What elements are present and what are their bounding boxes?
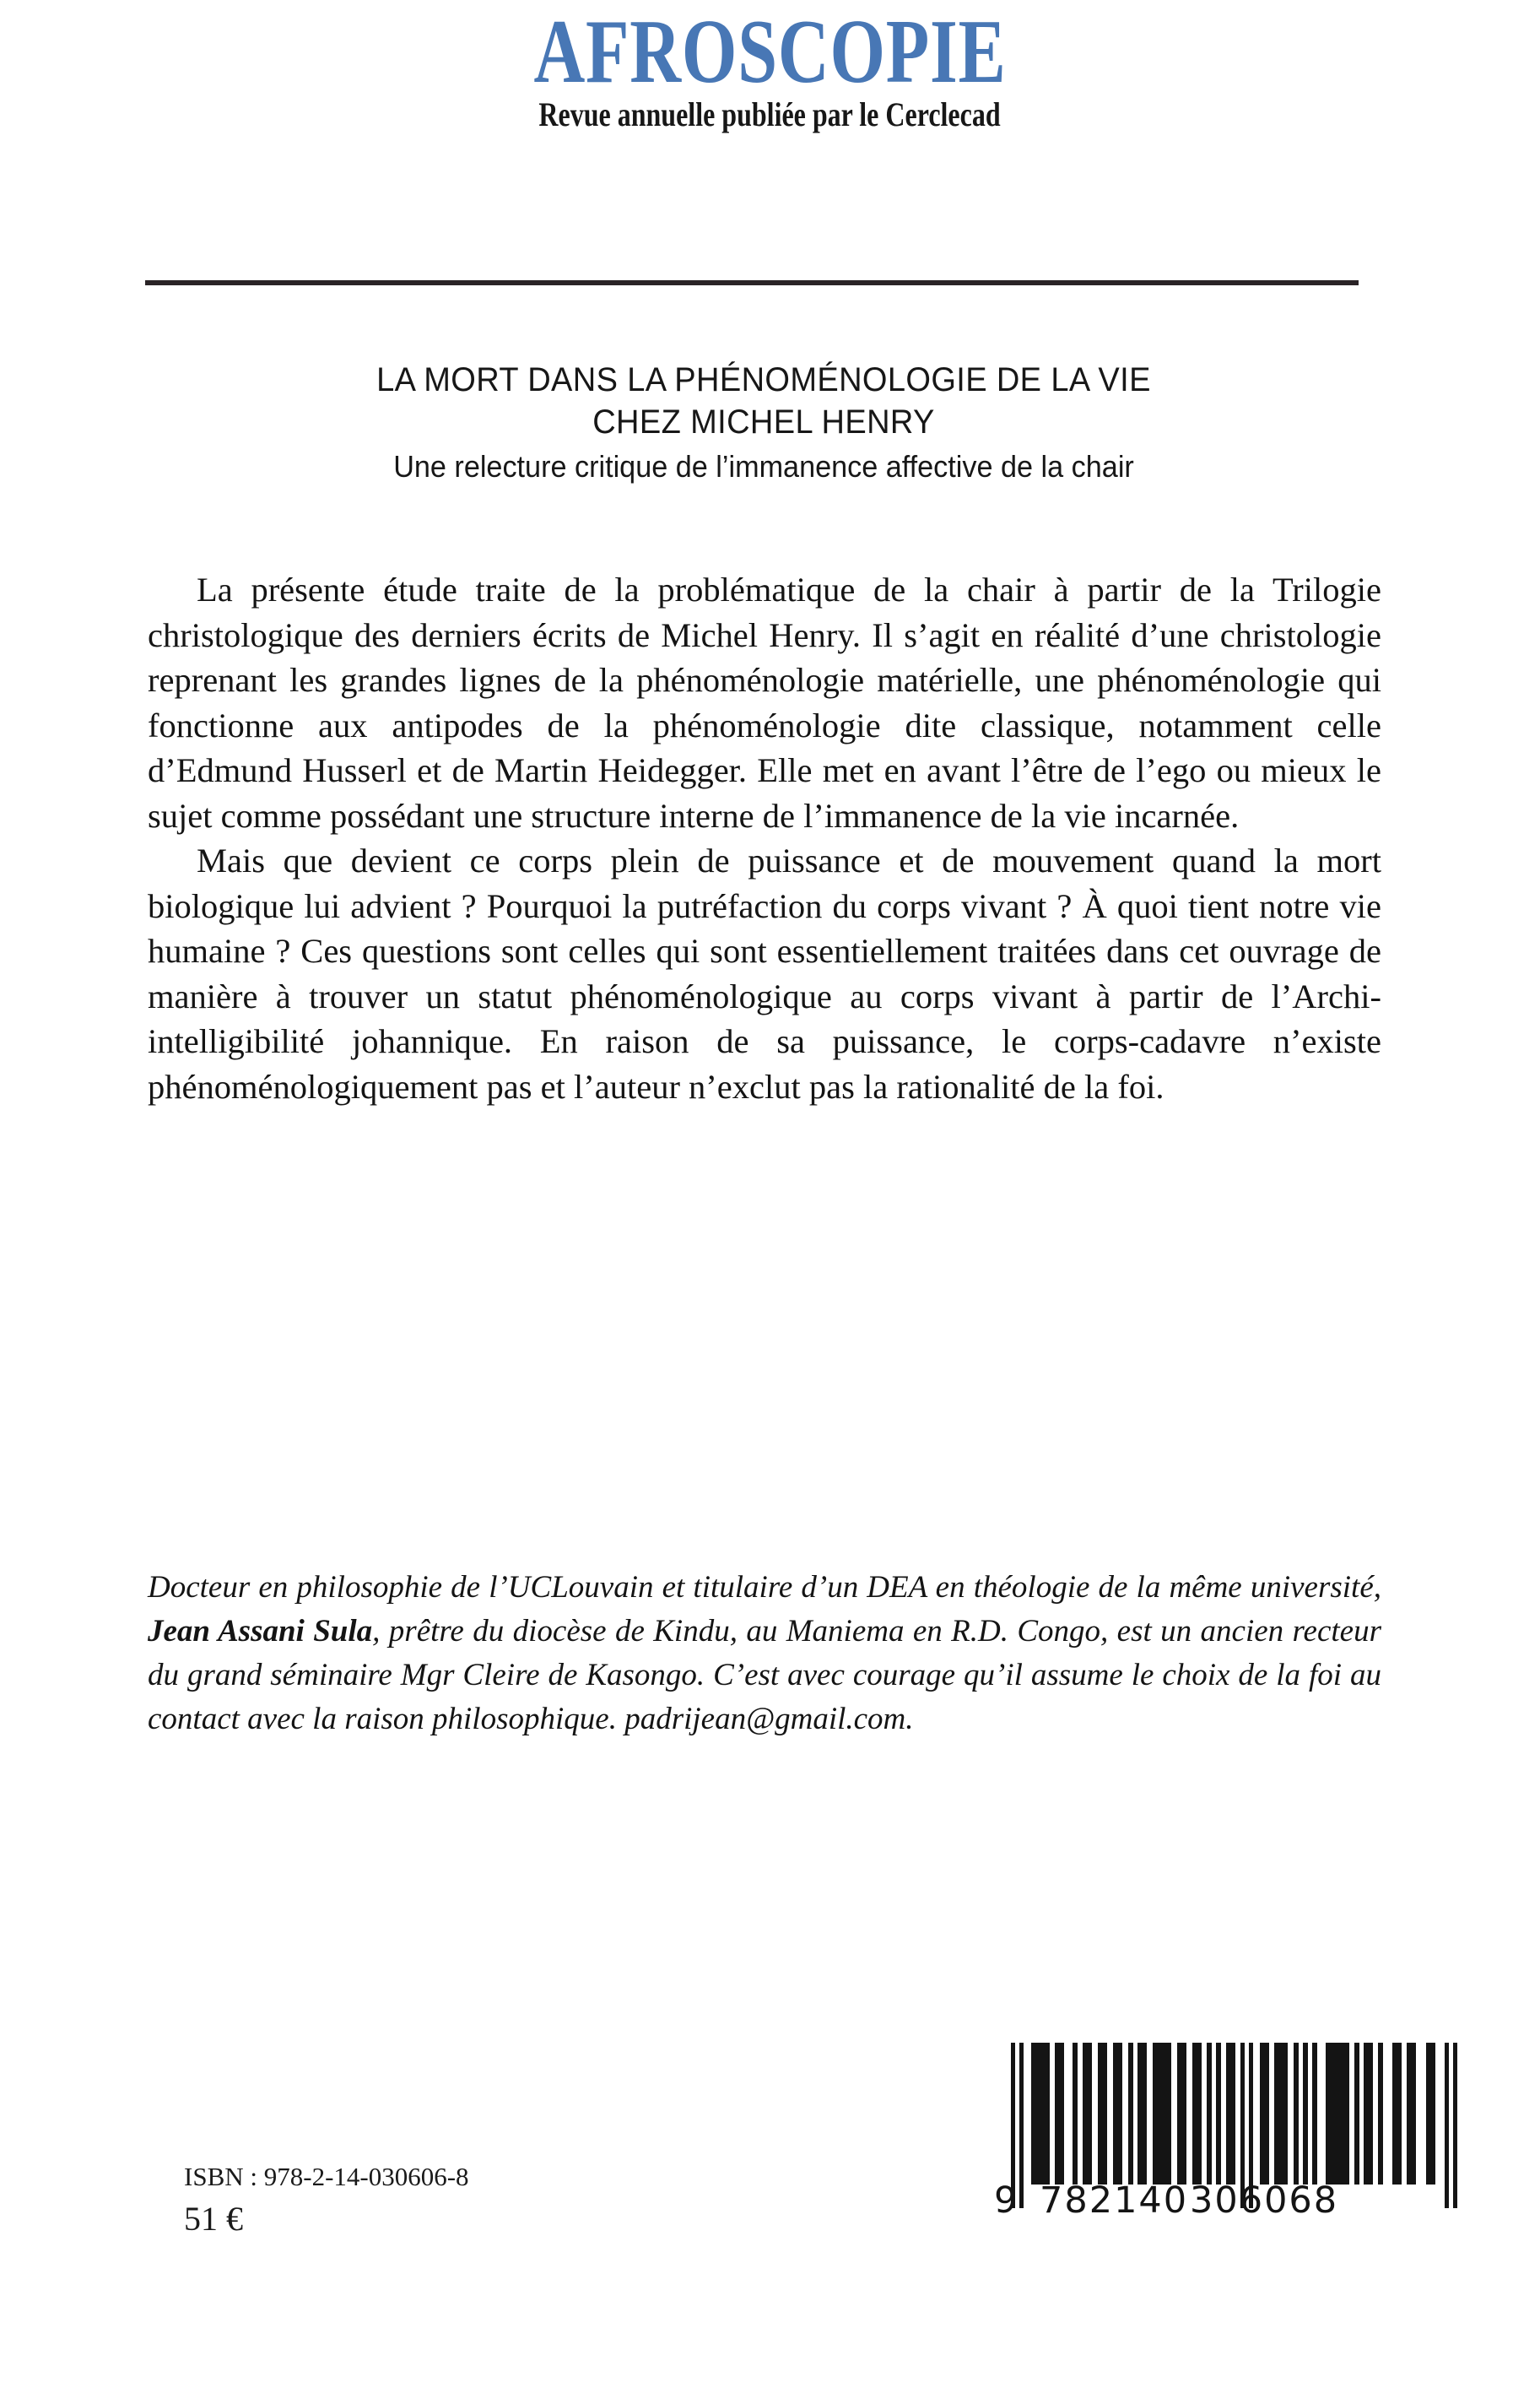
blurb-text (148, 567, 1381, 1109)
book-subtitle: Une relecture critique de l’immanence affective de la chair (393, 449, 1134, 484)
barcode-bar (1192, 2043, 1202, 2185)
barcode-bar (1113, 2043, 1122, 2185)
barcode-digit-group-left: 9 (994, 2179, 1019, 2222)
barcode-bar (1364, 2043, 1373, 2185)
bio-text-before-name: Docteur en philosophie de l’UCLouvain et titulaire d’un DEA en théologie de la même université, (148, 1570, 1381, 1605)
barcode-bar (1294, 2043, 1299, 2185)
barcode-bar (1226, 2043, 1235, 2185)
ean13-barcode (992, 2043, 1347, 2254)
barcode-bar (1260, 2043, 1269, 2185)
book-title-block (148, 359, 1380, 490)
barcode-bar (1216, 2043, 1221, 2185)
barcode-digit-group-middle: 782140 (1040, 2179, 1189, 2222)
barcode-digits (992, 2179, 1347, 2222)
barcode-bar (1128, 2043, 1133, 2185)
blurb-paragraph-2: Mais que devient ce corps plein de puissance et de mouvement quand la mort biologique lui advient ? Pourquoi la putréfaction du corps vivant ? À quoi tient notre vie humaine ? Ces questions sont celles qui sont essentiellement traitées dans cet ouvrage de manière à trouver un statut phénoménologique au corps vivant à partir de l’Archi-intelligibilité johannique. En raison de sa puissance, le corps-cadavre n’existe phénoménologiquement pas et l’auteur n’exclut pas la rationalité de la foi. (148, 842, 1381, 1106)
barcode-bar (1274, 2043, 1288, 2185)
journal-subtitle-wrap (0, 95, 1540, 134)
barcode-bar (1378, 2043, 1383, 2185)
journal-masthead (0, 2, 1540, 102)
isbn-price-block (184, 2157, 469, 2241)
header-divider-rule (145, 280, 1359, 285)
isbn-label: ISBN : 978-2-14-030606-8 (184, 2162, 469, 2191)
barcode-bar (1407, 2043, 1416, 2185)
author-bio (148, 1566, 1381, 1741)
barcode-bar (1137, 2043, 1147, 2185)
barcode-bar (1354, 2043, 1359, 2185)
barcode-digit-group-right: 306068 (1190, 2179, 1339, 2222)
bio-text-after-name: , prêtre du diocèse de Kindu, au Maniema en R.D. Congo, est un ancien recteur du grand séminaire Mgr Cleire de Kasongo. C’est avec courage qu’il assume le choix de la foi au contact avec la raison philosophique. padrijean@gmail.com. (148, 1614, 1381, 1736)
barcode-bar (1312, 2043, 1317, 2185)
barcode-bar (1426, 2043, 1435, 2185)
barcode-bar (1031, 2043, 1050, 2185)
journal-title: AFROSCOPIE (533, 2, 1007, 102)
barcode-bar (1177, 2043, 1186, 2185)
barcode-bar (1073, 2043, 1078, 2185)
barcode-bar (1207, 2043, 1212, 2185)
barcode-bar (1083, 2043, 1092, 2185)
price-label: 51 € (184, 2200, 243, 2238)
barcode-bar (1326, 2043, 1349, 2185)
barcode-bar (1055, 2043, 1064, 2185)
author-name: Jean Assani Sula (148, 1614, 373, 1649)
barcode-bar (1098, 2043, 1107, 2185)
book-title-line-2: CHEZ MICHEL HENRY (592, 403, 935, 441)
barcode-bar (1303, 2043, 1308, 2185)
blurb-paragraph-1: La présente étude traite de la problématique de la chair à partir de la Trilogie christologique des derniers écrits de Michel Henry. Il s’agit en réalité d’une christologie reprenant les grandes lignes de la phénoménologie matérielle, une phénoménologie qui fonctionne aux antipodes de la phénoménologie dite classique, notamment celle d’Edmund Husserl et de Martin Heidegger. Elle met en avant l’être de l’ego ou mieux le sujet comme possédant une structure interne de l’immanence de la vie incarnée. (148, 571, 1381, 835)
barcode-bar (1392, 2043, 1402, 2185)
book-title-line-1: LA MORT DANS LA PHÉNOMÉNOLOGIE DE LA VIE (376, 361, 1151, 398)
journal-subtitle: Revue annuelle publiée par le Cerclecad (538, 95, 1002, 133)
barcode-bar (1445, 2043, 1449, 2208)
barcode-bar (1153, 2043, 1171, 2185)
barcode-bar (1453, 2043, 1457, 2208)
